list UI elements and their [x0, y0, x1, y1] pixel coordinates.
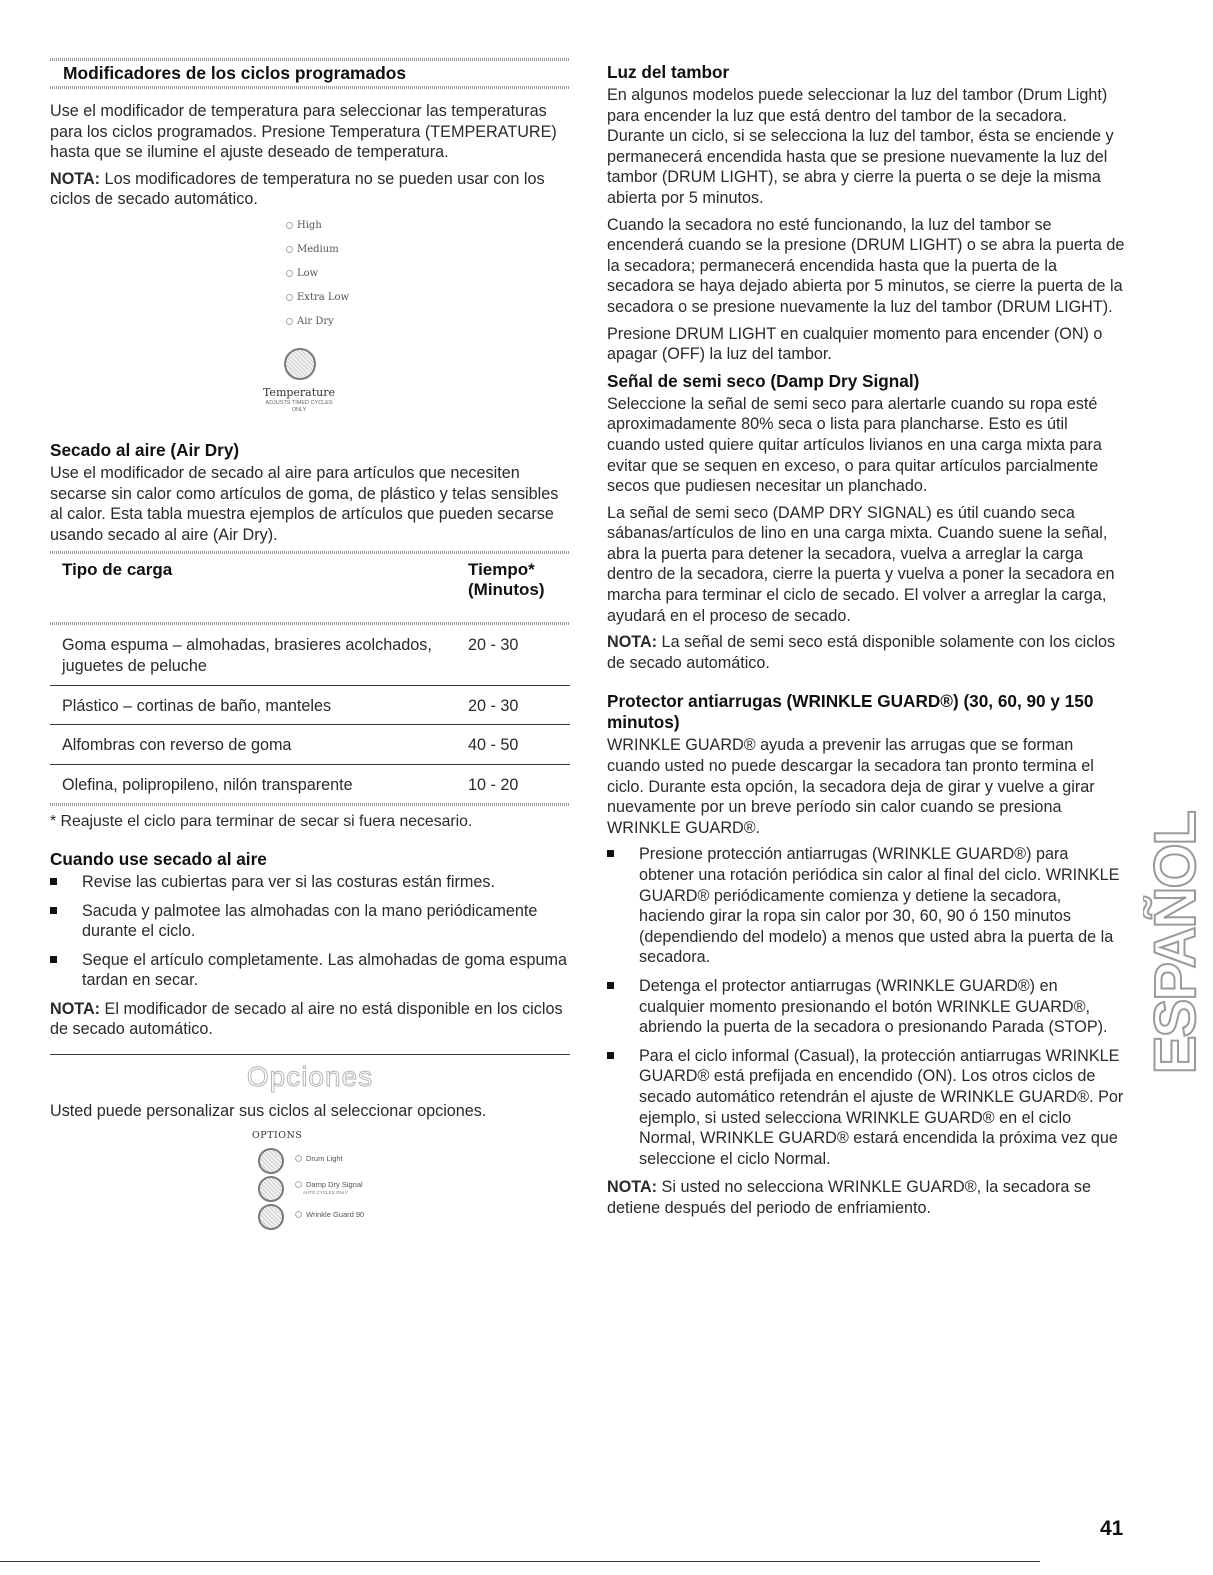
wrinkle-paragraph: WRINKLE GUARD® ayuda a prevenir las arrugas que se forman cuando usted no puede descargar la secadora tan pronto termina el ciclo. Durante esta opción, la secadora deja de girar y vuelve a girar nuevamente por un breve período sin calor cuando se presiona WRINKLE GUARD®.	[607, 736, 1095, 837]
sidebar-text: ESPAÑOL	[1143, 812, 1208, 1075]
temperature-dial-figure	[50, 220, 570, 440]
table-row	[50, 625, 570, 685]
column-header-load: Tipo de carga	[62, 560, 173, 580]
option-label: Wrinkle Guard 90	[295, 1210, 364, 1219]
wrinkle-list	[607, 844, 1125, 1169]
damp-paragraph: Seleccione la señal de semi seco para alertarle cuando su ropa esté aproximadamente 80% seca o lista para plancharse. Esto es útil cuando usted quiere quitar artículos livianos en una carga mixta para evitar que se sequen en exceso, o para quitar artículos parcialmente secos que pudiesen necesitar un planchado.	[607, 394, 1102, 496]
table-footnote: * Reajuste el ciclo para terminar de secar si fuera necesario.	[50, 813, 473, 831]
dial-option: High	[286, 220, 322, 231]
wrinkle-guard-heading: Protector antiarrugas (WRINKLE GUARD®) (30, 60, 90 y 150 minutos)	[607, 691, 1094, 733]
time-cell: 20 - 30	[468, 685, 570, 725]
language-sidebar-tab	[1143, 812, 1208, 1075]
opciones-paragraph: Usted puede personalizar sus ciclos al seleccionar opciones.	[50, 1102, 487, 1121]
nota-paragraph	[50, 999, 570, 1040]
page-number: 41	[1100, 1517, 1124, 1540]
load-cell: Goma espuma – almohadas, brasieres acolchados, juguetes de peluche	[50, 625, 468, 685]
load-cell: Alfombras con reverso de goma	[50, 725, 468, 765]
nota-paragraph	[50, 169, 570, 210]
table-row	[50, 685, 570, 725]
when-air-dry-heading: Cuando use secado al aire	[50, 848, 267, 869]
table-row	[50, 764, 570, 803]
time-cell: 10 - 20	[468, 775, 519, 794]
options-panel-title: OPTIONS	[252, 1129, 303, 1141]
time-cell: 20 - 30	[468, 625, 570, 685]
left-column	[50, 58, 570, 1230]
air-dry-paragraph: Use el modificador de secado al aire para artículos que necesiten secarse sin calor como artículos de goma, de plástico y telas sensibles al calor. Esta tabla muestra ejemplos de artículos que pueden secarse usando secado al aire (Air Dry).	[50, 463, 559, 544]
temperature-knob	[284, 348, 316, 380]
drum-light-heading: Luz del tambor	[607, 62, 730, 82]
temperature-sublabel: ADJUSTS TIMED CYCLES ONLY	[265, 399, 333, 413]
drum-paragraph: En algunos modelos puede seleccionar la luz del tambor (Drum Light) para encender la luz que está dentro del tambor de la secadora. Durante un ciclo, si se selecciona la luz del tambor, ésta se enciende y permanecerá encendida hasta que se presione nuevamente la luz del tambor (DRUM LIGHT), se abra y cierre la puerta o se deje la misma abierta por 5 minutos.	[607, 86, 1114, 207]
list-item: Revise las cubiertas para ver si las costuras están firmes.	[50, 872, 570, 893]
drum-paragraph: Presione DRUM LIGHT en cualquier momento para encender (ON) o apagar (OFF) la luz del tambor.	[607, 324, 1103, 364]
nota-text: Los modificadores de temperatura no se pueden usar con los ciclos de secado automático.	[50, 169, 545, 209]
load-cell: Plástico – cortinas de baño, manteles	[50, 685, 468, 725]
drum-light-button-icon	[258, 1148, 284, 1174]
wrinkle-guard-button-icon	[258, 1204, 284, 1230]
time-cell: 40 - 50	[468, 725, 570, 765]
damp-dry-button-icon	[258, 1176, 284, 1202]
list-item: Seque el artículo completamente. Las almohadas de goma espuma tardan en secar.	[50, 950, 570, 991]
list-item: Presione protección antiarrugas (WRINKLE GUARD®) para obtener una rotación periódica sin calor al final del ciclo. WRINKLE GUARD® periódicamente comienza y detiene la secadora, haciendo girar la ropa sin calor por 30, 60, 90 ó 150 minutos (dependiendo del modelo) a menos que usted abra la puerta de la secadora.	[607, 844, 1125, 968]
option-label: Damp Dry Signal	[295, 1180, 363, 1189]
nota-text: La señal de semi seco está disponible solamente con los ciclos de secado automático.	[607, 633, 1116, 672]
nota-paragraph	[607, 632, 1125, 673]
air-dry-heading: Secado al aire (Air Dry)	[50, 439, 240, 460]
table-header-row	[50, 554, 570, 622]
section-title: Modificadores de los ciclos programados	[63, 63, 407, 83]
options-panel-figure	[50, 1130, 570, 1230]
dial-option: Medium	[286, 244, 339, 255]
hatch-divider	[50, 86, 570, 89]
hatch-divider	[50, 803, 570, 806]
nota-label: NOTA:	[607, 1178, 658, 1197]
list-item: Para el ciclo informal (Casual), la protección antiarrugas WRINKLE GUARD® está prefijada en encendido (ON). Los otros ciclos de secado automático retendrán el ajuste de WRINKLE GUARD®. Por ejemplo, si usted selecciona WRINKLE GUARD® en el ciclo Normal, WRINKLE GUARD® estará encendida la próxima vez que seleccione el ciclo Normal.	[607, 1046, 1125, 1170]
column-header-time: Tiempo* (Minutos)	[468, 560, 545, 600]
list-item: Sacuda y palmotee las almohadas con la mano periódicamente durante el ciclo.	[50, 901, 570, 942]
damp-dry-heading: Señal de semi seco (Damp Dry Signal)	[607, 370, 920, 391]
opciones-title: Opciones	[246, 1061, 374, 1093]
drum-paragraph: Cuando la secadora no esté funcionando, la luz del tambor se encenderá cuando se la presione (DRUM LIGHT) o se abra la puerta de la secadora; permanecerá encendida hasta que la puerta de la secadora se haya dejado abierta por 5 minutos, se cierre la puerta de la secadora o se presione nuevamente la luz del tambor (DRUM LIGHT).	[607, 215, 1125, 316]
list-item: Detenga el protector antiarrugas (WRINKLE GUARD®) en cualquier momento presionando el botón WRINKLE GUARD®, abriendo la puerta de la secadora o presionando Parada (STOP).	[607, 976, 1125, 1038]
nota-label: NOTA:	[50, 999, 101, 1018]
air-dry-table	[50, 554, 570, 803]
option-sublabel: AUTO CYCLES ONLY	[303, 1189, 348, 1195]
nota-text: Si usted no selecciona WRINKLE GUARD®, la secadora se detiene después del periodo de enfriamiento.	[607, 1178, 1091, 1217]
table-row	[50, 725, 570, 765]
load-cell: Olefina, polipropileno, nilón transparente	[62, 775, 353, 794]
nota-text: El modificador de secado al aire no está disponible en los ciclos de secado automático.	[50, 999, 563, 1039]
nota-label: NOTA:	[50, 169, 101, 188]
nota-paragraph	[607, 1177, 1125, 1218]
dial-option: Extra Low	[286, 292, 349, 303]
section-rule	[50, 1054, 570, 1055]
dial-option: Low	[286, 268, 318, 279]
option-label: Drum Light	[295, 1154, 343, 1163]
bottom-rule	[0, 1561, 1040, 1562]
right-column	[607, 62, 1125, 1225]
when-air-dry-list	[50, 872, 570, 991]
nota-label: NOTA:	[607, 633, 658, 652]
intro-paragraph: Use el modificador de temperatura para seleccionar las temperaturas para los ciclos programados. Presione Temperatura (TEMPERATURE) hasta que se ilumine el ajuste deseado de temperatura.	[50, 102, 557, 162]
dial-option: Air Dry	[286, 316, 334, 327]
temperature-label: Temperature	[262, 385, 336, 399]
damp-paragraph: La señal de semi seco (DAMP DRY SIGNAL) es útil cuando seca sábanas/artículos de lino en una carga mixta. Cuando suene la señal, abra la puerta para detener la secadora, vuelva a arreglar la carga dentro de la secadora, cierre la puerta y vuelva a poner la secadora en marcha para terminar el ciclo de secado. El volver a arreglar la carga, ayudará en el proceso de secado.	[607, 503, 1115, 625]
